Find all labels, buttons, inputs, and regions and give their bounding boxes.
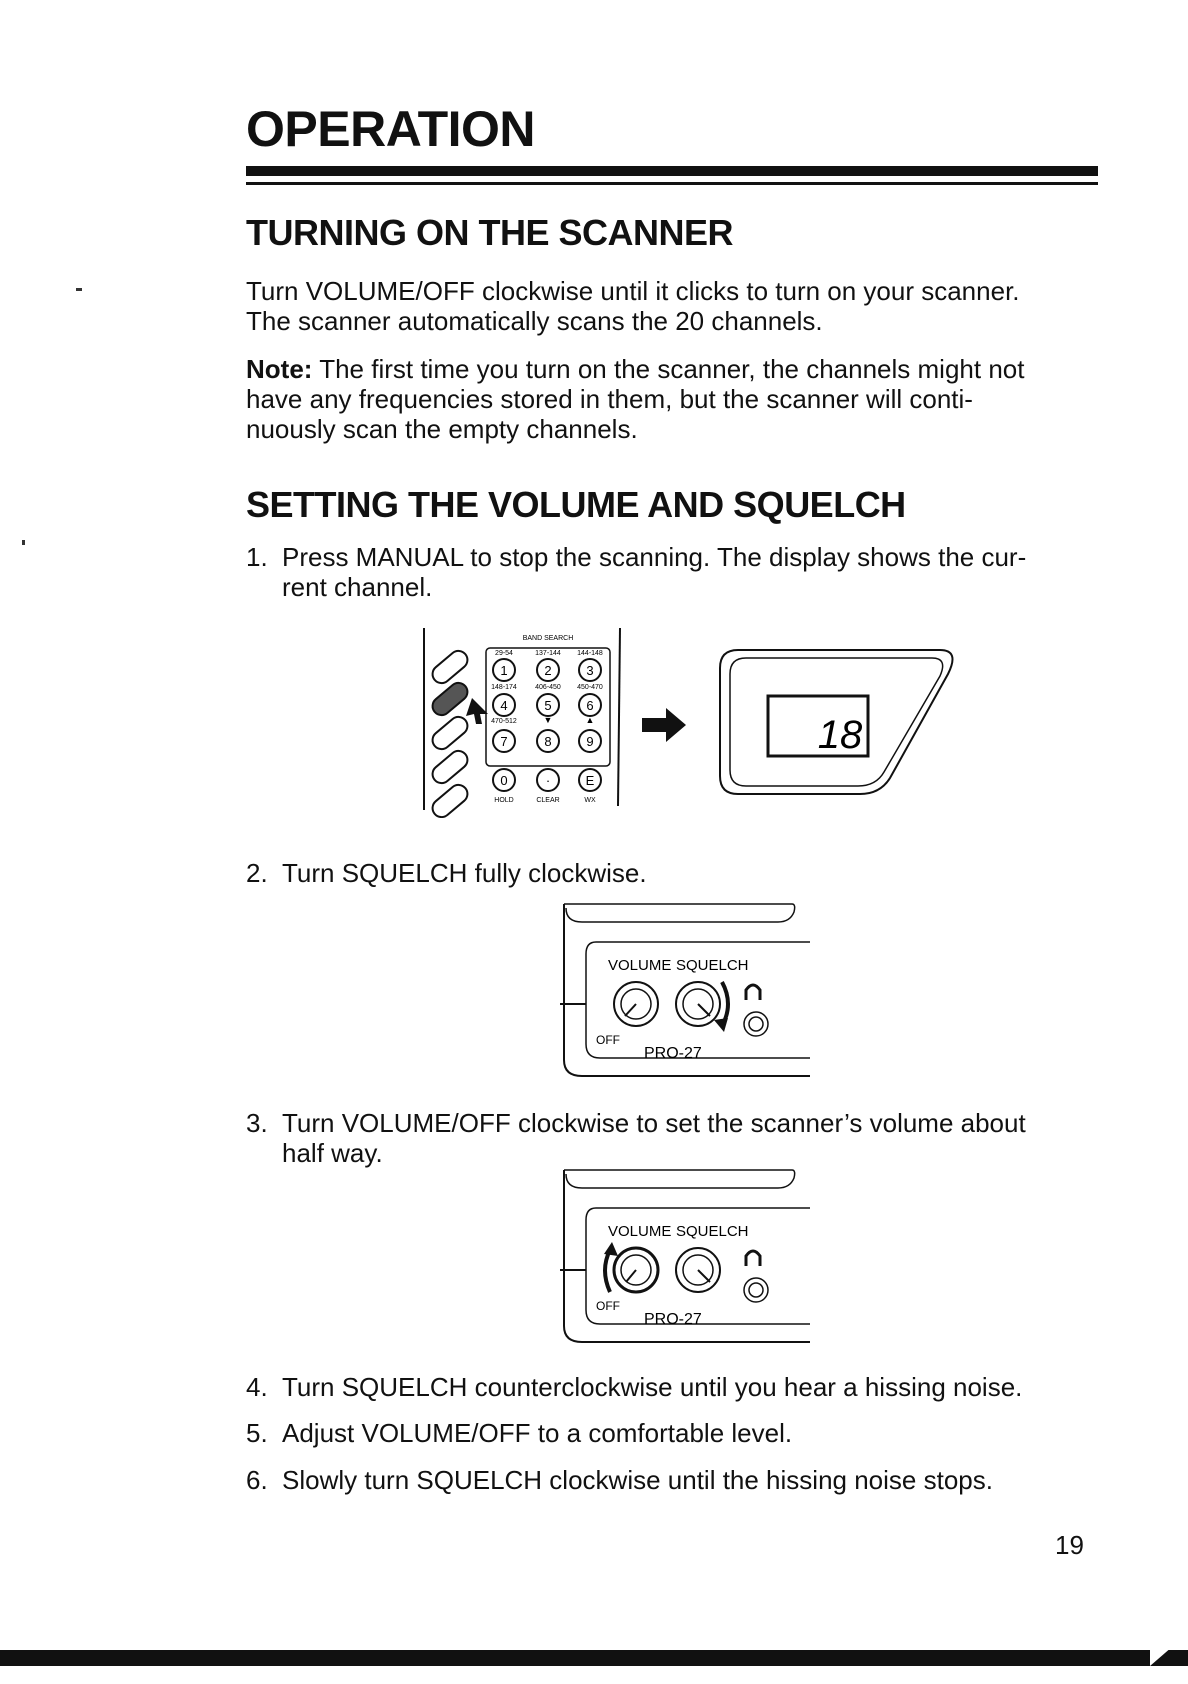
keypad-key: 2 bbox=[544, 663, 552, 678]
step-line: Press MANUAL to stop the scanning. The display shows the cur- bbox=[282, 542, 1027, 572]
note-line: have any frequencies stored in them, but the scanner will conti- bbox=[246, 384, 973, 414]
band-label: 450-470 bbox=[577, 684, 603, 691]
note-line: nuously scan the empty channels. bbox=[246, 414, 638, 444]
step-text bbox=[282, 1108, 1102, 1168]
keypad-key: 9 bbox=[586, 734, 594, 749]
step-text: Turn SQUELCH counterclockwise until you hear a hissing noise. bbox=[282, 1372, 1023, 1402]
bottom-edge-tip bbox=[1150, 1640, 1180, 1666]
step-5 bbox=[246, 1418, 1106, 1448]
note-line: The first time you turn on the scanner, the channels might not bbox=[312, 354, 1025, 384]
keypad-key: 7 bbox=[500, 734, 508, 749]
keypad-key: 4 bbox=[500, 698, 508, 713]
side-button-review bbox=[429, 747, 471, 787]
off-label: OFF bbox=[596, 1033, 620, 1047]
keypad-key: 1 bbox=[500, 663, 508, 678]
keypad-key: 5 bbox=[544, 698, 552, 713]
right-arrow-icon bbox=[642, 708, 686, 742]
band-label: ▼ bbox=[543, 715, 553, 725]
side-button-scan bbox=[429, 647, 471, 687]
step-line: rent channel. bbox=[282, 572, 433, 602]
section-heading-turning-on: TURNING ON THE SCANNER bbox=[246, 212, 734, 253]
model-label: PRO-27 bbox=[644, 1311, 702, 1328]
side-button-manual bbox=[429, 679, 471, 719]
step-number: 3. bbox=[246, 1108, 268, 1138]
band-search-label: BAND SEARCH bbox=[522, 635, 574, 642]
off-label: OFF bbox=[596, 1299, 620, 1313]
keypad-key: 8 bbox=[544, 734, 552, 749]
side-buttons bbox=[429, 647, 471, 818]
step-number: 1. bbox=[246, 542, 268, 572]
step-2 bbox=[246, 858, 1106, 888]
paragraph-line: The scanner automatically scans the 20 channels. bbox=[246, 306, 823, 336]
note-paragraph bbox=[246, 354, 1098, 444]
headphone-jack bbox=[744, 1012, 768, 1036]
note-label: Note: bbox=[246, 354, 313, 384]
scan-speck bbox=[22, 540, 25, 545]
key-sub-label: CLEAR bbox=[536, 797, 560, 804]
squelch-knob-figure bbox=[560, 900, 820, 1082]
keypad-key: 3 bbox=[586, 663, 594, 678]
step-text bbox=[282, 542, 1102, 602]
side-button-keylock bbox=[429, 781, 471, 818]
band-label: 406-450 bbox=[535, 684, 561, 691]
title-rule-thick bbox=[246, 166, 1098, 176]
keypad-key: E bbox=[585, 773, 595, 788]
key-sub-label: HOLD bbox=[494, 797, 514, 804]
step-text: Slowly turn SQUELCH clockwise until the hissing noise stops. bbox=[282, 1465, 993, 1495]
turning-on-paragraph bbox=[246, 276, 1098, 336]
band-label: 29-54 bbox=[495, 650, 513, 657]
page-title: OPERATION bbox=[246, 101, 536, 157]
clockwise-arrow-icon bbox=[605, 1250, 610, 1292]
band-label: 148-174 bbox=[491, 684, 517, 691]
key-sub-label: WX bbox=[584, 797, 596, 804]
keypad-display-figure bbox=[420, 628, 980, 818]
step-number: 5. bbox=[246, 1418, 268, 1448]
headphone-icon bbox=[746, 1251, 760, 1266]
title-rule-thin bbox=[246, 182, 1098, 185]
step-number: 4. bbox=[246, 1372, 268, 1402]
squelch-label: SQUELCH bbox=[676, 957, 749, 974]
volume-label: VOLUME bbox=[608, 1223, 672, 1240]
paragraph-line: Turn VOLUME/OFF clockwise until it clicks to turn on your scanner. bbox=[246, 276, 1020, 306]
pointer-arrow-icon bbox=[466, 698, 488, 724]
keypad-key: 6 bbox=[586, 698, 594, 713]
squelch-label: SQUELCH bbox=[676, 1223, 749, 1240]
step-text: Adjust VOLUME/OFF to a comfortable level. bbox=[282, 1418, 793, 1448]
display-channel-value: 18 bbox=[817, 713, 863, 757]
step-line: half way. bbox=[282, 1138, 383, 1168]
step-3 bbox=[246, 1108, 1106, 1168]
band-label: 137-144 bbox=[535, 650, 561, 657]
step-1 bbox=[246, 542, 1106, 602]
step-4 bbox=[246, 1372, 1106, 1402]
section-heading-volume-squelch: SETTING THE VOLUME AND SQUELCH bbox=[246, 484, 906, 525]
scan-speck bbox=[76, 288, 82, 291]
step-6 bbox=[246, 1465, 1106, 1495]
page-number: 19 bbox=[1055, 1530, 1084, 1560]
step-line: Turn VOLUME/OFF clockwise to set the scanner’s volume about bbox=[282, 1108, 1026, 1138]
model-label: PRO-27 bbox=[644, 1045, 702, 1062]
keypad-key: · bbox=[545, 773, 551, 788]
bottom-edge-band bbox=[0, 1650, 1188, 1666]
headphone-icon bbox=[746, 985, 760, 1000]
headphone-jack bbox=[744, 1278, 768, 1302]
volume-label: VOLUME bbox=[608, 957, 672, 974]
band-label: 144-148 bbox=[577, 650, 603, 657]
step-number: 2. bbox=[246, 858, 268, 888]
band-label: 470-512 bbox=[491, 718, 517, 725]
keypad-key: 0 bbox=[500, 773, 508, 788]
step-number: 6. bbox=[246, 1465, 268, 1495]
band-label: ▲ bbox=[585, 715, 595, 725]
volume-knob-figure bbox=[560, 1166, 820, 1348]
step-text: Turn SQUELCH fully clockwise. bbox=[282, 858, 647, 888]
side-button-lockout bbox=[429, 713, 471, 753]
